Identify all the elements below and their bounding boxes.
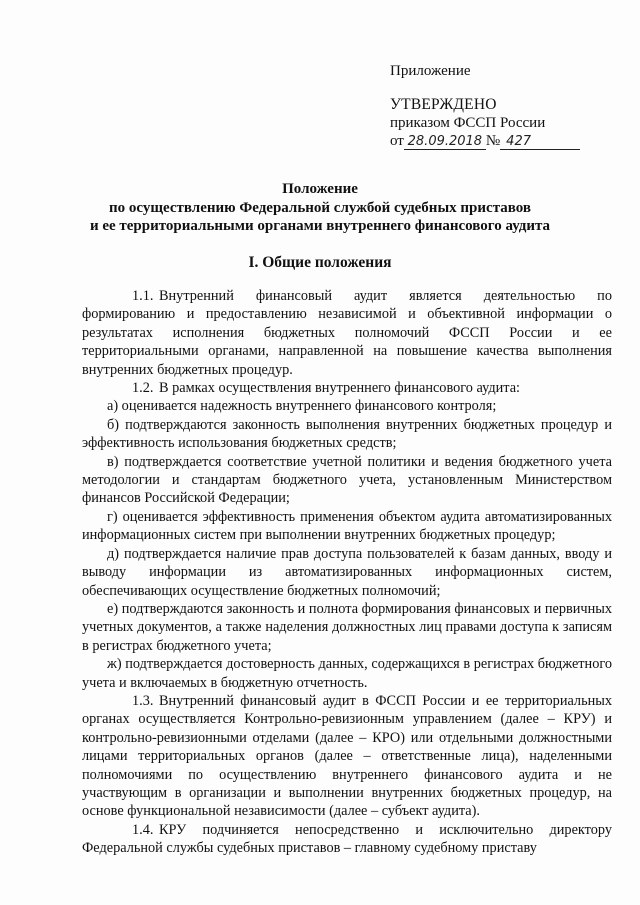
appendix-label: Приложение — [390, 63, 471, 79]
paragraph-1-2 — [82, 379, 612, 397]
paragraph-number: 1.4. — [132, 821, 154, 838]
paragraph-item-zh: ж) подтверждается достоверность данных, содержащихся в регистрах бюджетного учета и включаемых в бюджетную отчетность. — [82, 656, 612, 691]
paragraph-number: 1.1. — [132, 288, 154, 304]
paragraph-text: Внутренний финансовый аудит в ФССП России и ее территориальных органах осуществляется Контрольно-ревизионным управлением (далее – КРУ) и контрольно-ревизионными отделами (далее – КРО) или отдельными должностными лицами территориальных органов (далее – ответственные лица), наделенными полномочиями по осуществлению внутреннего финансового аудита и не участвующим в организации и выполнении внутренних бюджетных процедур, на основе функциональной независимости (далее – субъект аудита). — [82, 692, 612, 820]
paragraph-item-e: е) подтверждаются законность и полнота формирования финансовых и первичных учетных документов, а также наделения должностных лиц правами доступа к записям в регистрах бюджетного учета; — [82, 600, 612, 654]
order-reference — [390, 132, 630, 150]
paragraph-number: 1.2. — [132, 380, 154, 397]
paragraph-1-1 — [82, 287, 612, 379]
paragraph-item-v: в) подтверждается соответствие учетной политики и ведения бюджетного учета методологии и стандартам бюджетного учета, установленным Министерством финансов Российской Федерации; — [82, 453, 612, 507]
title-line-1: Положение — [282, 181, 358, 197]
paragraph-text: Внутренний финансовый аудит является деятельностью по формированию и предоставлению независимой и объективной информации о результатах исполнения бюджетных полномочий ФССП России и ее территориальными органами, направленной на повышение качества выполнения внутренних бюджетных процедур. — [82, 288, 612, 378]
paragraph-item-d: д) подтверждается наличие прав доступа пользователей к базам данных, вводу и выводу информации из автоматизированных информационных систем, обеспечивающих осуществление бюджетных полномочий; — [82, 545, 612, 599]
section-heading: I. Общие положения — [248, 254, 392, 271]
order-number-sign: № — [485, 133, 501, 149]
paragraph-item-g: г) оценивается эффективность применения объектом аудита автоматизированных информационных систем при выполнении внутренних бюджетных процедур; — [82, 508, 612, 544]
approved-by-order: приказом ФССП России — [390, 115, 546, 131]
order-date-handwritten: 28.09.2018 — [404, 134, 486, 150]
paragraph-text: КРУ подчиняется непосредственно и исключительно директору Федеральной службы судебных приставов – главному судебному приставу — [82, 821, 612, 857]
paragraph-item-b: б) подтверждаются законность выполнения внутренних бюджетных процедур и эффективность использования бюджетных средств; — [82, 416, 612, 452]
document-body — [82, 287, 612, 858]
order-number-handwritten: 427 — [500, 134, 580, 150]
paragraph-1-3 — [82, 692, 612, 821]
title-line-3: и ее территориальными органами внутреннего финансового аудита — [89, 218, 551, 234]
paragraph-item-a: а) оценивается надежность внутреннего финансового контроля; — [107, 398, 497, 415]
document-title — [40, 180, 600, 236]
paragraph-text: В рамках осуществления внутреннего финансового аудита: — [159, 380, 521, 397]
paragraph-number: 1.3. — [132, 692, 154, 709]
approved-stamp-text: УТВЕРЖДЕНО — [390, 96, 497, 113]
title-line-2: по осуществлению Федеральной службой судебных приставов — [109, 199, 531, 216]
approval-block — [390, 62, 630, 150]
order-from-prefix: от — [390, 133, 404, 149]
paragraph-1-4 — [82, 821, 612, 858]
